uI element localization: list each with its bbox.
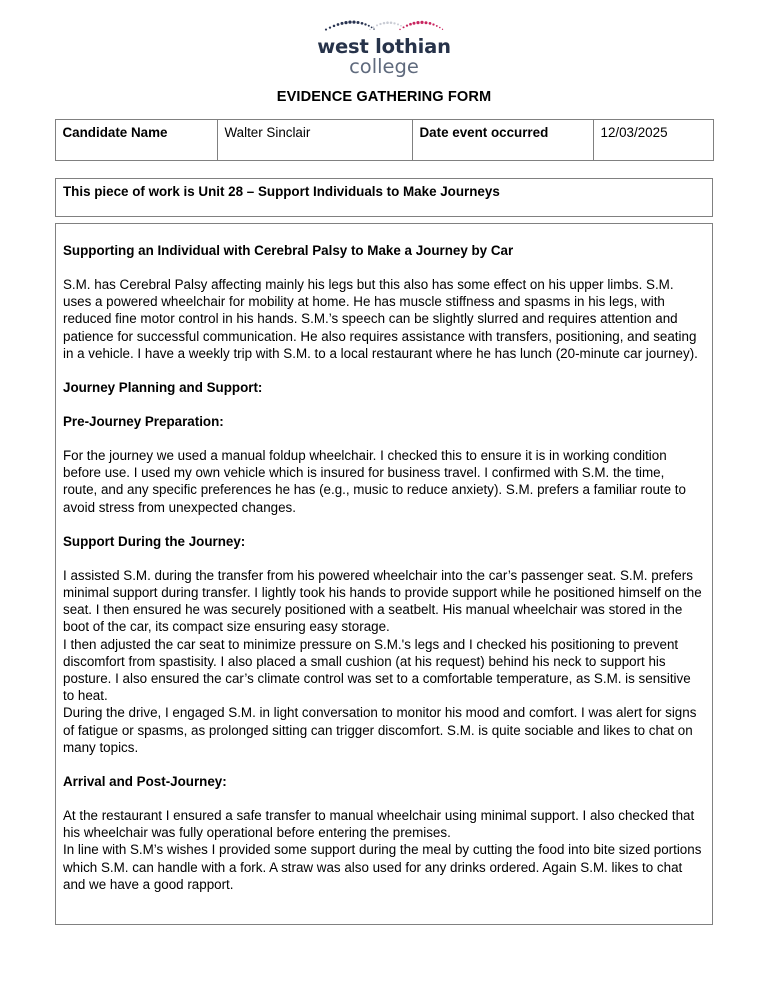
spacer <box>63 259 702 276</box>
evidence-heading: Supporting an Individual with Cerebral Palsy to Make a Journey by Car <box>63 243 514 258</box>
during-journey-paragraph-1: I assisted S.M. during the transfer from his powered wheelchair into the car’s passenger seat. S.M. prefers minimal support during transfer. I lightly took his hands to provide support while he positioned himself on the seat. I then ensured he was securely positioned with a seatbelt. His manual wheelchair was stored in the boot of the car, its compact size ensuring easy storage. <box>63 567 702 635</box>
spacer <box>63 516 702 533</box>
during-journey-paragraph-3: During the drive, I engaged S.M. in light conversation to monitor his mood and comfort. I was alert for signs of fatigue or spasms, as prolonged sitting can trigger discomfort. S.M. is quite sociable and likes to chat on many topics. <box>63 705 697 755</box>
college-logo <box>0 0 768 77</box>
arrival-paragraph-2: In line with S.M’s wishes I provided some support during the meal by cutting the food into bite sized portions which S.M. can handle with a fork. A straw was also used for any drinks ordered. Again S.M. likes to chat and we have a good rapport. <box>63 842 702 892</box>
spacer <box>63 756 702 773</box>
arrival-paragraph-1: At the restaurant I ensured a safe transfer to manual wheelchair using minimal support. I also checked that his wheelchair was fully operational before entering the premises. <box>63 808 695 841</box>
spacer <box>63 396 702 413</box>
evidence-intro-paragraph: S.M. has Cerebral Palsy affecting mainly his legs but this also has some effect on his upper limbs. S.M. uses a powered wheelchair for mobility at home. He has muscle stiffness and spasms in his legs, with reduced fine motor control in his hands. S.M.’s speech can be slightly slurred and requires attention and patience for successful communication. He also requires assistance with transfers, positioning, and seating in a vehicle. I have a weekly trip with S.M. to a local restaurant where he has lunch (20-minute car journey). <box>63 277 698 361</box>
heading-arrival-post-journey: Arrival and Post-Journey: <box>63 774 227 790</box>
date-event-occurred-label: Date event occurred <box>412 120 593 161</box>
candidate-details-table <box>55 119 714 161</box>
heading-pre-journey: Pre-Journey Preparation: <box>63 414 224 430</box>
table-row <box>55 120 713 161</box>
heading-journey-planning: Journey Planning and Support: <box>63 380 263 396</box>
table-row <box>56 224 713 925</box>
during-journey-paragraph-2: I then adjusted the car seat to minimize pressure on S.M.'s legs and I checked his positioning to prevent discomfort from spastisity. I also placed a small cushion (at his request) behind his neck to support his posture. I also ensured the car’s climate control was set to a comfortable temperature, as S.M. is sensitive to heat. <box>63 636 691 704</box>
page-title: EVIDENCE GATHERING FORM <box>276 89 492 105</box>
unit-title-text: This piece of work is Unit 28 – Support Individuals to Make Journeys <box>56 179 713 217</box>
heading-support-during-journey: Support During the Journey: <box>63 533 246 549</box>
spacer <box>63 550 702 567</box>
spacer <box>63 790 702 807</box>
spacer <box>63 430 702 447</box>
logo-wordmark-primary: west lothian <box>317 35 451 58</box>
logo-wordmark-secondary: college <box>349 55 419 78</box>
candidate-name-value[interactable]: Walter Sinclair <box>217 120 412 161</box>
table-row <box>56 179 713 217</box>
evidence-body[interactable] <box>56 224 712 901</box>
logo-arcs-icon <box>320 13 448 35</box>
candidate-name-label: Candidate Name <box>55 120 217 161</box>
pre-journey-paragraph: For the journey we used a manual foldup wheelchair. I checked this to ensure it is in working condition before use. I used my own vehicle which is insured for business travel. I confirmed with S.M. the time, route, and any specific preferences he has (e.g., music to reduce anxiety). S.M. prefers a familiar route to avoid stress from unexpected changes. <box>63 448 686 515</box>
unit-title-table <box>55 178 713 217</box>
evidence-body-table <box>55 223 713 925</box>
date-event-occurred-value[interactable]: 12/03/2025 <box>593 120 713 161</box>
spacer <box>63 362 702 379</box>
